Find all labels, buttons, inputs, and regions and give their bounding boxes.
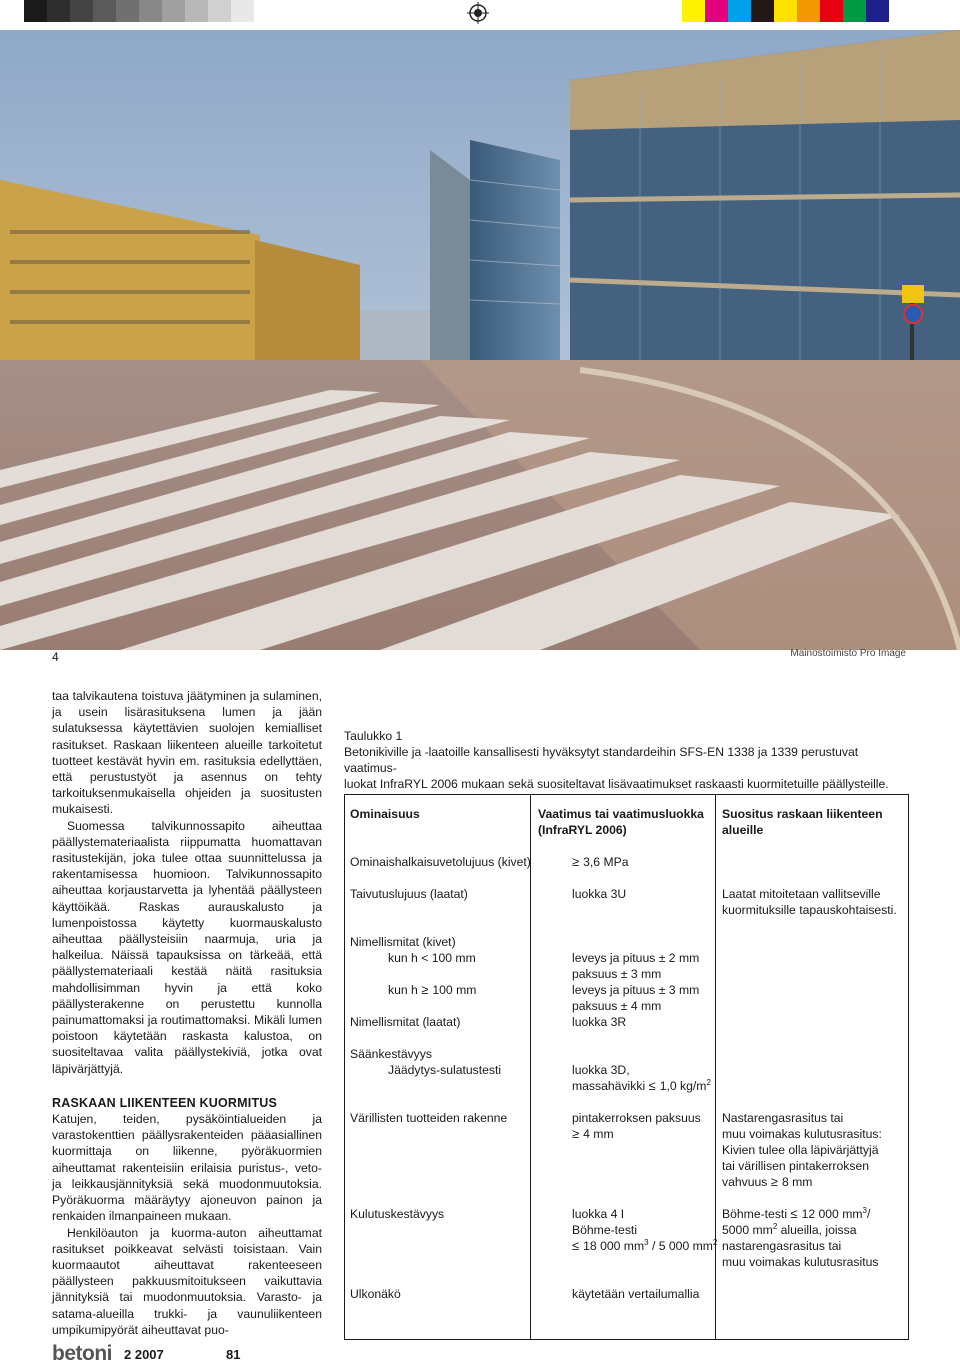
le-symbol: ≤ <box>648 1078 656 1093</box>
table-cell-value: Böhme-testi <box>722 1207 788 1221</box>
table-cell <box>722 1222 857 1238</box>
table-cell-value: / 5 000 mm <box>648 1239 713 1253</box>
table-rule <box>344 1339 909 1340</box>
superscript: 3 <box>862 1205 867 1215</box>
table-cell: leveys ja pituus ± 3 mm <box>572 983 700 997</box>
table-cell-value: alueilla, joissa <box>777 1223 857 1237</box>
table-rule <box>530 794 531 1339</box>
color-swatch <box>820 0 843 22</box>
table-cell-value: 12 000 mm <box>801 1207 863 1221</box>
ge-symbol: ≥ <box>770 1174 778 1189</box>
magazine-logo: betoni <box>52 1342 112 1365</box>
table-cell: Taivutuslujuus (laatat) <box>350 887 468 901</box>
col-header-property: Ominaisuus <box>350 807 420 821</box>
gray-swatch <box>139 0 162 22</box>
photo-credit: Mainostoimisto Pro Image <box>790 648 906 659</box>
table-cell: Ominaishalkaisuvetolujuus (kivet) <box>350 855 531 869</box>
table-cell: paksuus ± 4 mm <box>572 999 662 1013</box>
col-header-recommendation: alueille <box>722 823 764 837</box>
ge-symbol: ≥ <box>572 854 580 869</box>
registration-strip <box>24 0 254 22</box>
table-cell: Värillisten tuotteiden rakenne <box>350 1111 508 1125</box>
color-swatch <box>774 0 797 22</box>
gray-swatch <box>47 0 70 22</box>
table-cell <box>572 854 629 870</box>
table-cell: muu voimakas kulutusrasitus: <box>722 1127 882 1141</box>
table-cell: pintakerroksen paksuus <box>572 1111 701 1125</box>
table-cell: muu voimakas kulutusrasitus <box>722 1255 879 1269</box>
issue-number: 2 2007 <box>124 1347 164 1362</box>
table-title: Taulukko 1 <box>344 729 403 743</box>
color-bar <box>682 0 912 22</box>
gray-swatch <box>208 0 231 22</box>
ge-symbol: ≥ <box>421 982 429 997</box>
table-cell-value: 100 mm <box>432 983 477 997</box>
table-1 <box>344 728 914 1301</box>
table-cell-value: vahvuus <box>722 1175 768 1189</box>
left-column-text <box>52 688 322 1338</box>
gray-swatch <box>93 0 116 22</box>
table-cell: käytetään vertailumallia <box>572 1287 700 1301</box>
color-swatch <box>751 0 774 22</box>
table-cell: Säänkestävyys <box>350 1047 432 1061</box>
table-cell: kun h < 100 mm <box>388 951 476 965</box>
table-caption <box>344 728 914 792</box>
requirements-table <box>344 794 909 1339</box>
table-cell: luokka 3D, <box>572 1063 630 1077</box>
color-swatch <box>889 0 912 22</box>
table-cell: Kulutuskestävyys <box>350 1207 445 1221</box>
caption-line: Betonikiville ja -laatoille kansallisesti hyväksytyt standardeihin SFS-EN 1338 ja 1339 perustuvat vaatimus- <box>344 745 859 775</box>
gray-swatch <box>24 0 47 22</box>
le-symbol: ≤ <box>572 1238 580 1253</box>
gray-swatch <box>162 0 185 22</box>
registration-target-icon <box>467 2 489 24</box>
table-cell: Jäädytys-sulatustesti <box>388 1063 502 1077</box>
table-rule <box>344 794 345 1339</box>
paragraph: Suomessa talvikunnossapito aiheuttaa päällystemateriaalista riippumatta huomattavan rasitustekijän, joka tulee ottaa suunnittelussa ja rakentamisessa huomioon. Talvikunnossapito aiheuttaa korjaustarvetta ja lyhentää päällysteen käyttöikää. Raskas aurauskalusto ja lumenpoistossa käytetty kuormauskalusto aiheuttaa päällysteisiin naarmuja, uria ja halkeilua. Näissä tapauksissa on tärkeää, että päällystemateriaali kestää näitä rasituksia mahdollisimman hyvin ja että koko päällysterakenne on perustettu kunnolla painumattomaksi ja routimattomaksi. Mikäli lumen poistoon käytetään raskasta kalustoa, on suositeltavaa valita päällystekiviä, jotka ovat läpivärjättyjä. <box>52 818 322 1076</box>
superscript: 2 <box>706 1077 711 1087</box>
table-cell-value: / <box>866 1207 871 1221</box>
table-cell-value: 4 mm <box>583 1127 614 1141</box>
col-header-requirement: Vaatimus tai vaatimusluokka <box>538 807 704 821</box>
paragraph: Henkilöauton ja kuorma-auton aiheuttamat rasitukset poikkeavat selvästi toisistaan. Vain kuormaautot aiheuttavat rakenteeseen päällysteen pakkuusmitoitukseen vaikuttavia jännityksiä tai muodonmuutoksia. Varasto- ja satama-alueilla trukki- ja vaunuliikenteen umpikumipyörät aiheuttavat puo- <box>52 1225 322 1337</box>
color-swatch <box>705 0 728 22</box>
table-cell <box>722 1206 870 1222</box>
table-cell: tai värillisen pintakerroksen <box>722 1159 869 1173</box>
table-cell-value: 3,6 MPa <box>583 855 629 869</box>
color-swatch <box>797 0 820 22</box>
paragraph: Katujen, teiden, pysäköintialueiden ja varastokenttien päällysrakenteiden pääasiallinen kuormittaja on liikenne, pyöräkuormien aiheuttamat rakenteisiin erilaisia puristus-, veto- ja leikkausjännityksiä sekä muodonmuutoksia. Pyöräkuorma määräytyy ajoneuvon painon ja renkaiden ilmanpaineen mukaan. <box>52 1112 322 1224</box>
col-header-recommendation: Suositus raskaan liikenteen <box>722 807 883 821</box>
table-cell: luokka 3U <box>572 887 627 901</box>
table-cell: Nimellismitat (kivet) <box>350 935 456 949</box>
table-cell: luokka 4 I <box>572 1207 625 1221</box>
table-cell <box>388 982 476 998</box>
table-cell: luokka 3R <box>572 1015 627 1029</box>
street-crossing-photo <box>0 30 960 650</box>
page-number: 81 <box>226 1347 241 1362</box>
table-cell: Ulkonäkö <box>350 1287 401 1301</box>
table-cell-value: massahävikki <box>572 1079 646 1093</box>
section-heading: RASKAAN LIIKENTEEN KUORMITUS <box>52 1095 278 1110</box>
table-cell: Böhme-testi <box>572 1223 638 1237</box>
table-cell: kuormituksille tapauskohtaisesti. <box>722 903 897 917</box>
table-cell: leveys ja pituus ± 2 mm <box>572 951 700 965</box>
color-swatch <box>843 0 866 22</box>
table-cell <box>722 1174 812 1190</box>
table-cell-value: 8 mm <box>781 1175 813 1189</box>
table-cell-value: 18 000 mm <box>583 1239 645 1253</box>
gray-swatch <box>185 0 208 22</box>
table-rule <box>712 794 718 1339</box>
caption-line: luokat InfraRYL 2006 mukaan sekä suositeltavat lisävaatimukset raskaasti kuormitetuille päällysteille. <box>344 777 889 791</box>
table-cell: Kivien tulee olla läpivärjättyjä <box>722 1143 879 1157</box>
superscript: 2 <box>772 1221 778 1231</box>
table-cell <box>572 1238 717 1254</box>
table-rule <box>908 794 909 1339</box>
table-cell: Nimellismitat (laatat) <box>350 1015 461 1029</box>
gray-swatch <box>116 0 139 22</box>
table-cell: Laatat mitoitetaan vallitseville <box>722 887 881 901</box>
superscript: 3 <box>644 1237 649 1247</box>
gray-swatch <box>70 0 93 22</box>
table-cell: Nastarengasrasitus tai <box>722 1111 844 1125</box>
table-cell <box>572 1078 711 1094</box>
ge-symbol: ≥ <box>572 1126 580 1141</box>
color-swatch <box>682 0 705 22</box>
table-cell-value: 5000 mm <box>722 1223 773 1237</box>
gray-swatch <box>231 0 254 22</box>
page-number-top: 4 <box>52 650 59 664</box>
color-swatch <box>866 0 889 22</box>
table-cell-value: kun h <box>388 983 418 997</box>
table-cell: nastarengasrasitus tai <box>722 1239 842 1253</box>
le-symbol: ≤ <box>790 1206 798 1221</box>
superscript: 2 <box>712 1237 718 1247</box>
color-swatch <box>728 0 751 22</box>
table-rule <box>344 794 909 795</box>
col-header-requirement: (InfraRYL 2006) <box>538 823 627 837</box>
table-cell: paksuus ± 3 mm <box>572 967 662 981</box>
paragraph: taa talvikautena toistuva jäätyminen ja sulaminen, ja usein lisärasituksena lumen ja jään sulatuksessa käytettävien suolojen kemialliset rasitukset. Raskaan liikenteen alueille tarkoitetut tuotteet kestävät hyvin em. rasituksia edellyttäen, että perustustyöt ja asennus on tehty tarkoituksenmukaisella ohjeiden ja suositusten mukaisesti. <box>52 689 322 817</box>
table-cell-value: 1,0 kg/m <box>659 1079 707 1093</box>
table-cell <box>572 1126 614 1142</box>
